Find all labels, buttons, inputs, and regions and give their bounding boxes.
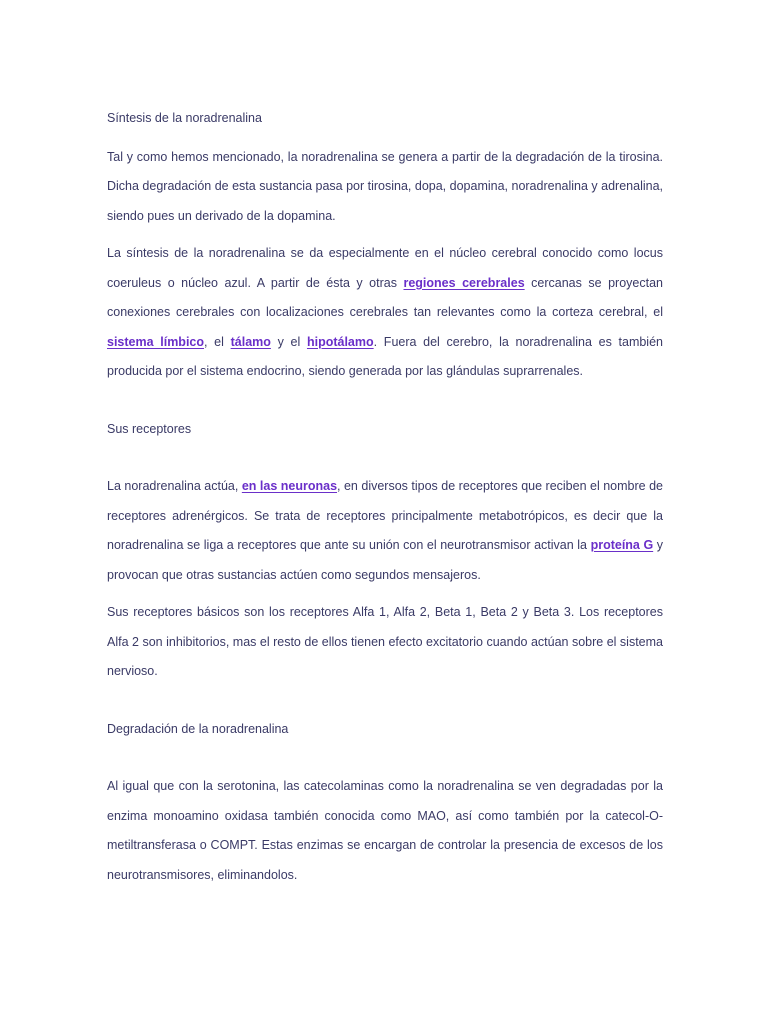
link-sistema-limbico[interactable]: sistema límbico: [107, 334, 205, 349]
text-run: , en diversos tipos de receptores que reciben el nombre de receptores adrenérgicos. Se trata de receptores principalmente metabotrópicos, es decir que la noradrenalina se liga a receptores que ante su unión con el neurotransmisor activan la: [107, 479, 663, 552]
heading-receptores: Sus receptores: [107, 421, 192, 436]
document-body: [107, 104, 663, 890]
link-hipotalamo[interactable]: hipotálamo: [306, 334, 374, 349]
paragraph-receptores-2: Sus receptores básicos son los receptores Alfa 1, Alfa 2, Beta 1, Beta 2 y Beta 3. Los receptores Alfa 2 son inhibitorios, mas el resto de ellos tienen efecto excitatorio cuando actúan sobre el sistema nervioso.: [107, 605, 663, 678]
link-regiones-cerebrales[interactable]: regiones cerebrales: [403, 275, 525, 290]
paragraph-receptores-1: [107, 472, 663, 590]
text-run: La noradrenalina actúa,: [107, 479, 242, 493]
heading-sintesis: Síntesis de la noradrenalina: [107, 111, 262, 125]
link-en-las-neuronas[interactable]: en las neuronas: [241, 479, 338, 493]
paragraph-sintesis-2: [107, 239, 663, 387]
text-run: y el: [270, 334, 307, 349]
link-talamo[interactable]: tálamo: [230, 334, 271, 349]
paragraph-sintesis-1: Tal y como hemos mencionado, la noradrenalina se genera a partir de la degradación de la tirosina. Dicha degradación de esta sustancia pasa por tirosina, dopa, dopamina, noradrenalina y adrenalina, siendo pues un derivado de la dopamina.: [107, 149, 663, 223]
text-run: , el: [204, 334, 231, 349]
heading-degradacion: Degradación de la noradrenalina: [107, 721, 289, 736]
text-run: La síntesis de la noradrenalina se da especialmente en el núcleo cerebral conocido como locus coeruleus o núcleo azul. A partir de ésta y otras: [107, 246, 663, 290]
text-run: cercanas se proyectan conexiones cerebrales con localizaciones cerebrales tan relevantes como la corteza cerebral, el: [107, 275, 663, 319]
link-proteina-g[interactable]: proteína G: [590, 538, 654, 552]
text-run: . Fuera del cerebro, la noradrenalina es también producida por el sistema endocrino, siendo generada por las glándulas suprarrenales.: [107, 334, 663, 378]
paragraph-degradacion-1: Al igual que con la serotonina, las catecolaminas como la noradrenalina se ven degradadas por la enzima monoamino oxidasa también conocida como MAO, así como también por la catecol-O-metiltransferasa o COMPT. Estas enzimas se encargan de controlar la presencia de excesos de los neurotransmisores, eliminandolos.: [107, 779, 663, 882]
text-run: y provocan que otras sustancias actúen como segundos mensajeros.: [107, 538, 663, 582]
